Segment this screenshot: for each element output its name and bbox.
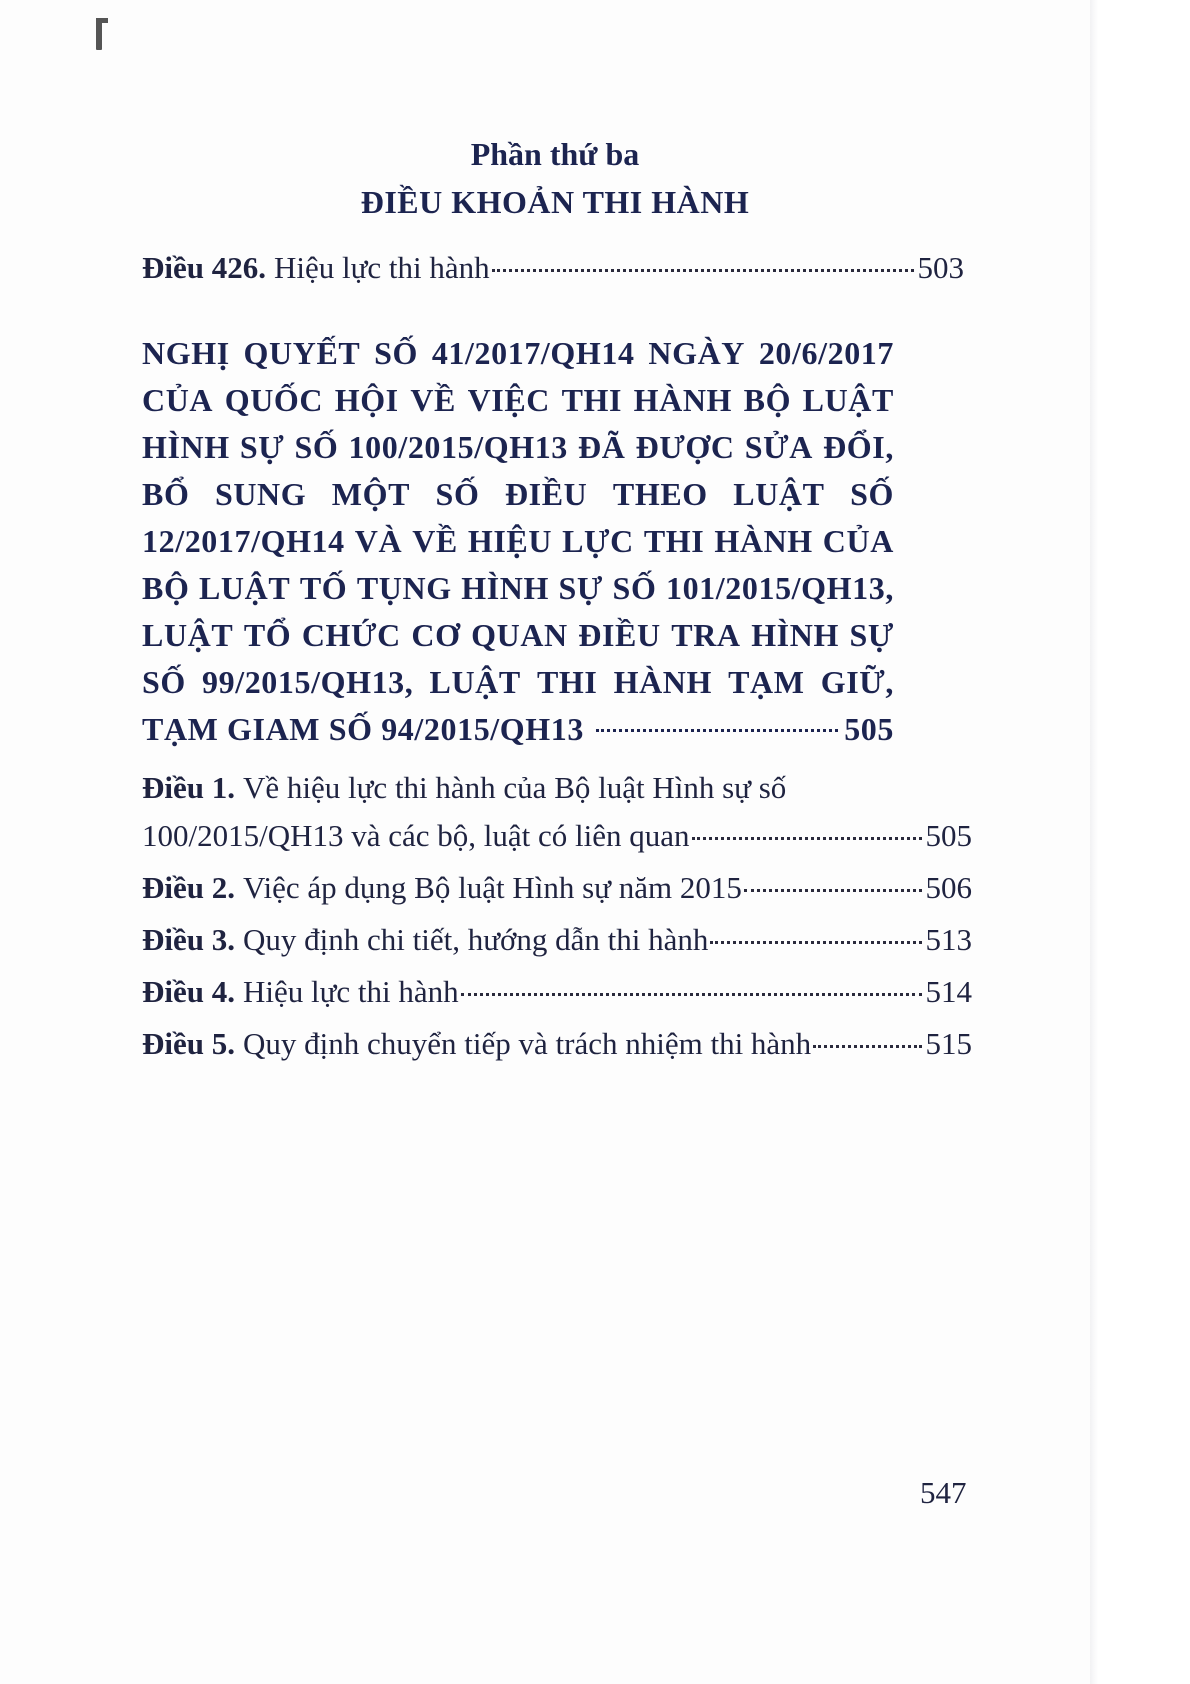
leader-dots (492, 269, 914, 272)
toc-entry-article-426[interactable] (142, 250, 964, 286)
toc-entry-article-4[interactable] (142, 974, 972, 1010)
toc-entry-page: 503 (917, 250, 964, 285)
resolution-word: TỔ (243, 617, 292, 653)
resolution-word: SỐ (612, 570, 657, 606)
page-number: 547 (920, 1475, 967, 1510)
part-title: ĐIỀU KHOẢN THI HÀNH (360, 184, 750, 220)
resolution-word: QUAN (471, 617, 568, 653)
resolution-word: GIỮ, (820, 664, 894, 700)
resolution-word: CỦA (142, 382, 214, 418)
resolution-word: LUẬT (429, 664, 521, 700)
resolution-word: HÌNH (751, 617, 839, 653)
toc-entry-article-1[interactable] (142, 770, 972, 806)
resolution-word: SỐ (850, 476, 894, 512)
leader-dots (692, 837, 922, 840)
resolution-line (142, 471, 894, 518)
resolution-word: NGÀY (648, 335, 746, 371)
toc-entry-text: Hiệu lực thi hành (243, 974, 459, 1009)
resolution-last-line (142, 706, 894, 753)
toc-entry-text: Hiệu lực thi hành (274, 250, 490, 285)
resolution-word: SỐ (294, 429, 339, 465)
resolution-word: 20/6/2017 (758, 335, 894, 371)
resolution-word: MỘT (331, 476, 411, 512)
toc-entry-text: Quy định chuyển tiếp và trách nhiệm thi hành (243, 1026, 812, 1061)
resolution-word: THI (536, 664, 598, 700)
resolution-line (142, 330, 894, 377)
resolution-word: TẠM (728, 664, 805, 700)
page-margin-right (1098, 0, 1190, 1684)
toc-entry-text: 100/2015/QH13 và các bộ, luật có liên quan (142, 818, 690, 853)
resolution-word: HỘI (334, 382, 399, 418)
resolution-word: ĐƯỢC (635, 429, 735, 465)
resolution-word: SỐ (374, 335, 419, 371)
resolution-line (142, 377, 894, 424)
resolution-word: CƠ (411, 617, 461, 653)
leader-dots (744, 889, 922, 892)
resolution-word: HÌNH (142, 429, 230, 465)
resolution-word: BỘ (743, 382, 792, 418)
resolution-word: HIỆU (467, 523, 553, 559)
resolution-word: TRA (671, 617, 741, 653)
resolution-word: THEO (612, 476, 708, 512)
resolution-word: LUẬT (802, 382, 894, 418)
toc-entry-lead: Điều 2. (142, 870, 235, 905)
leader-dots (813, 1045, 921, 1048)
resolution-word: TỐ (299, 570, 348, 606)
resolution-word: LUẬT (733, 476, 825, 512)
resolution-word: VÀ (354, 523, 403, 559)
resolution-word: THI (561, 382, 623, 418)
toc-entry-article-3[interactable] (142, 922, 972, 958)
corner-mark (96, 18, 102, 50)
resolution-word: 41/2017/QH14 (431, 335, 635, 371)
resolution-word: HÌNH (461, 570, 549, 606)
leader-dots (710, 941, 921, 944)
resolution-word: SỰ (558, 570, 603, 606)
toc-entry-lead: Điều 4. (142, 974, 235, 1009)
resolution-line (142, 424, 894, 471)
toc-entry-page: 514 (925, 974, 972, 1009)
resolution-word: VỀ (410, 382, 456, 418)
resolution-line (142, 518, 894, 565)
toc-entry-lead: Điều 5. (142, 1026, 235, 1061)
resolution-word: NGHỊ (142, 335, 230, 371)
page-edge-shadow (1090, 0, 1098, 1684)
resolution-toc-entry[interactable] (142, 330, 894, 753)
resolution-word: CỦA (822, 523, 894, 559)
resolution-word: HÀNH (613, 664, 712, 700)
resolution-word: 100/2015/QH13 (348, 429, 568, 465)
resolution-word: SỰ (239, 429, 285, 465)
resolution-word: HÀNH (633, 382, 733, 418)
resolution-word: LUẬT (198, 570, 291, 606)
resolution-word: ĐIỀU (504, 476, 588, 512)
resolution-word: SUNG (214, 476, 307, 512)
resolution-word: VỀ (412, 523, 458, 559)
resolution-word: SỰ (849, 617, 894, 653)
resolution-word: BỘ (142, 570, 190, 606)
resolution-page: 505 (844, 711, 894, 747)
resolution-word: TỤNG (356, 570, 452, 606)
toc-entry-text: Việc áp dụng Bộ luật Hình sự năm 2015 (243, 870, 742, 905)
resolution-line (142, 659, 894, 706)
resolution-word: SỬA (744, 429, 813, 465)
resolution-word: THI (643, 523, 705, 559)
resolution-word: SỐ (142, 664, 186, 700)
toc-entry-text: Quy định chi tiết, hướng dẫn thi hành (243, 922, 709, 957)
leader-dots (461, 993, 922, 996)
toc-entry-lead: Điều 3. (142, 922, 235, 957)
resolution-word: HÀNH (714, 523, 813, 559)
resolution-word: 99/2015/QH13, (202, 664, 414, 700)
toc-entry-page: 513 (925, 922, 972, 957)
toc-entry-lead: Điều 426. (142, 250, 266, 285)
resolution-word: LỰC (562, 523, 634, 559)
resolution-line (142, 612, 894, 659)
part-heading: Phần thứ ba (470, 136, 640, 172)
resolution-word: QUYẾT (243, 335, 361, 371)
toc-entry-page: 505 (925, 818, 972, 853)
toc-entry-page: 515 (925, 1026, 972, 1061)
resolution-word: ĐÃ (578, 429, 626, 465)
toc-entry-lead: Điều 1. (142, 770, 235, 805)
toc-entry-article-5[interactable] (142, 1026, 972, 1062)
toc-entry-text: Về hiệu lực thi hành của Bộ luật Hình sự số (243, 770, 787, 805)
resolution-word: 12/2017/QH14 (142, 523, 345, 559)
resolution-word: LUẬT (142, 617, 234, 653)
resolution-word: SỐ (435, 476, 480, 512)
toc-entry-article-1-continuation[interactable] (142, 818, 972, 854)
resolution-word: 101/2015/QH13, (665, 570, 894, 606)
resolution-word: ĐỔI, (823, 429, 894, 465)
toc-entry-page: 506 (925, 870, 972, 905)
resolution-last-text: TẠM GIAM SỐ 94/2015/QH13 (142, 711, 584, 747)
toc-entry-article-2[interactable] (142, 870, 972, 906)
resolution-word: BỔ (142, 476, 190, 512)
resolution-line (142, 565, 894, 612)
leader-dots (596, 729, 838, 732)
resolution-word: VIỆC (467, 382, 550, 418)
resolution-word: QUỐC (224, 382, 324, 418)
resolution-word: ĐIỀU (578, 617, 661, 653)
resolution-word: CHỨC (301, 617, 401, 653)
